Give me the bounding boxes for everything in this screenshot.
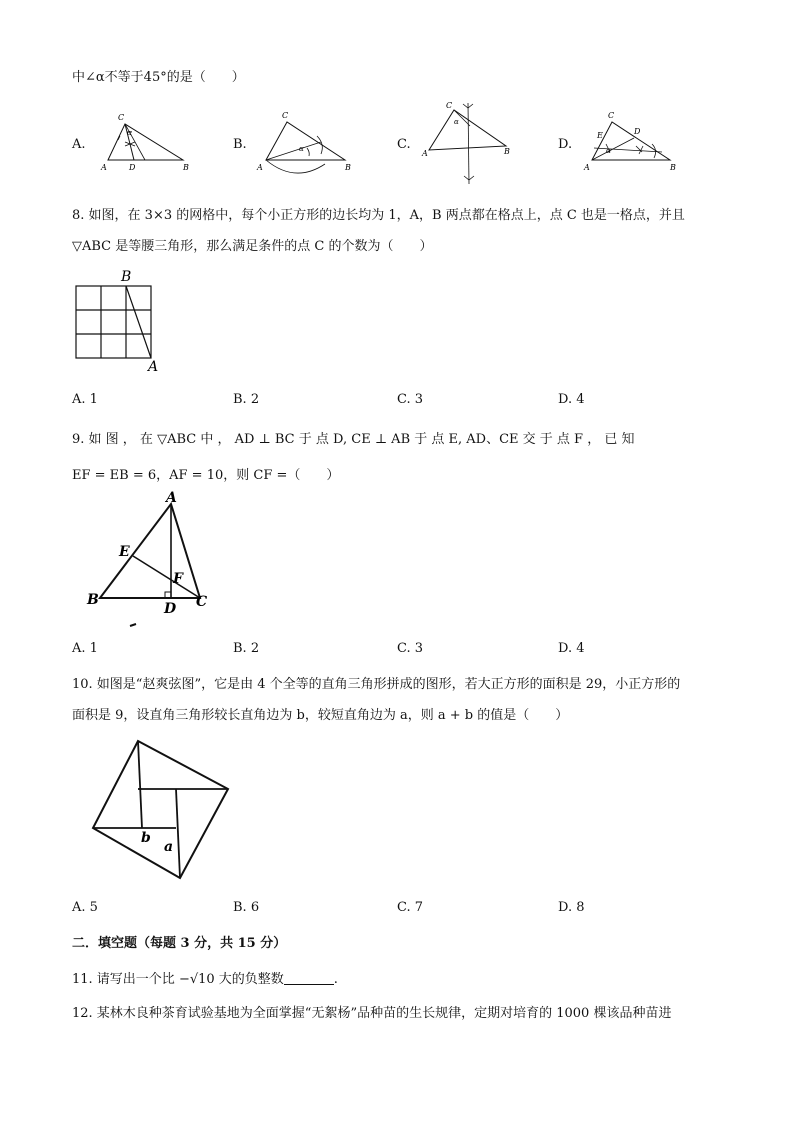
q10-figure [88,736,238,886]
q8-figure [70,266,170,376]
q10-option-d: D. 8 [558,900,585,915]
q9-figure [82,486,222,636]
q11-prefix: 11. 请写出一个比 −√10 大的负整数 [72,972,284,987]
q12-stem-line1: 12. 某林木良种茶育试验基地为全面掌握“无絮杨”品种苗的生长规律，定期对培育的 1000 棵该品种苗进 [72,1006,672,1021]
q9-option-b: B. 2 [233,641,260,656]
q7c-label-c: C [446,101,453,110]
q7c-label-b: B [504,147,510,156]
q7b-label-alpha: α [299,145,304,153]
q10-stem-line1: 10. 如图是“赵爽弦图”，它是由 4 个全等的直角三角形拼成的图形，若大正方形的面积是 29，小正方形的 [72,677,681,692]
q7c-label-alpha: α [454,118,459,126]
q7d-label-e: E [597,131,603,140]
q7d-label-c: C [608,111,615,120]
q10-label-a: a [164,839,174,855]
q8-label-b: B [121,269,132,285]
q10-label-b: b [141,830,151,846]
q9-option-a: A. 1 [72,641,98,656]
q9-label-d: D [164,601,177,617]
q8-option-a: A. 1 [72,392,98,407]
q7c-label-a: A [422,149,428,158]
q8-stem-line2: ▽ABC 是等腰三角形，那么满足条件的点 C 的个数为（ ） [72,239,433,254]
q10-option-a: A. 5 [72,900,98,915]
q7-figure-a [95,108,195,180]
section-heading-fill-in: 二．填空题（每题 3 分，共 15 分） [72,936,287,951]
q7a-label-a: A [101,163,107,172]
q7d-label-alpha: α [606,147,611,155]
q11-answer-blank[interactable] [284,972,334,985]
q7-figure-b [255,108,355,180]
q10-option-b: B. 6 [233,900,260,915]
q9-stem-line2: EF = EB = 6，AF = 10，则 CF =（ ） [72,468,340,483]
q7b-label-b: B [345,163,351,172]
q7-option-d: D. [558,137,573,152]
q9-label-e: E [119,544,130,560]
q9-label-a: A [166,490,177,506]
q9-label-b: B [87,592,99,608]
q7d-label-a: A [584,163,590,172]
q9-label-f: F [173,571,183,587]
q7a-label-d: D [129,163,136,172]
q8-stem-line1: 8. 如图，在 3×3 的网格中，每个小正方形的边长均为 1，A，B 两点都在格点上，点 C 也是一格点，并且 [72,208,685,223]
q7-figure-d [582,108,682,180]
q9-option-d: D. 4 [558,641,585,656]
q7-option-c: C. [397,137,411,152]
q7d-label-b: B [670,163,676,172]
q10-stem-line2: 面积是 9，设直角三角形较长直角边为 b，较短直角边为 a，则 a + b 的值是（ ） [72,708,569,723]
q11-suffix: . [333,972,338,987]
q7d-label-d: D [634,127,641,136]
q8-option-d: D. 4 [558,392,585,407]
q7a-label-alpha: α [127,129,132,137]
q7-figure-c [418,98,518,188]
q10-option-c: C. 7 [397,900,424,915]
q7b-label-c: C [282,111,289,120]
q11-stem [72,968,338,987]
q9-stem-line1: 9. 如 图 ， 在 ▽ABC 中 ， AD ⊥ BC 于 点 D, CE ⊥ AB 于 点 E, AD、CE 交 于 点 F ， 已 知 [72,432,635,447]
q7-option-b: B. [233,137,247,152]
q7b-label-a: A [257,163,263,172]
q9-label-c: C [196,594,208,610]
q7-stem: 中∠α不等于45°的是（ ） [72,70,245,85]
q8-option-b: B. 2 [233,392,260,407]
q7a-label-b: B [183,163,189,172]
q9-option-c: C. 3 [397,641,424,656]
q7a-label-c: C [118,113,125,122]
q8-label-a: A [148,359,159,375]
q8-option-c: C. 3 [397,392,424,407]
q7-option-a: A. [72,137,86,152]
